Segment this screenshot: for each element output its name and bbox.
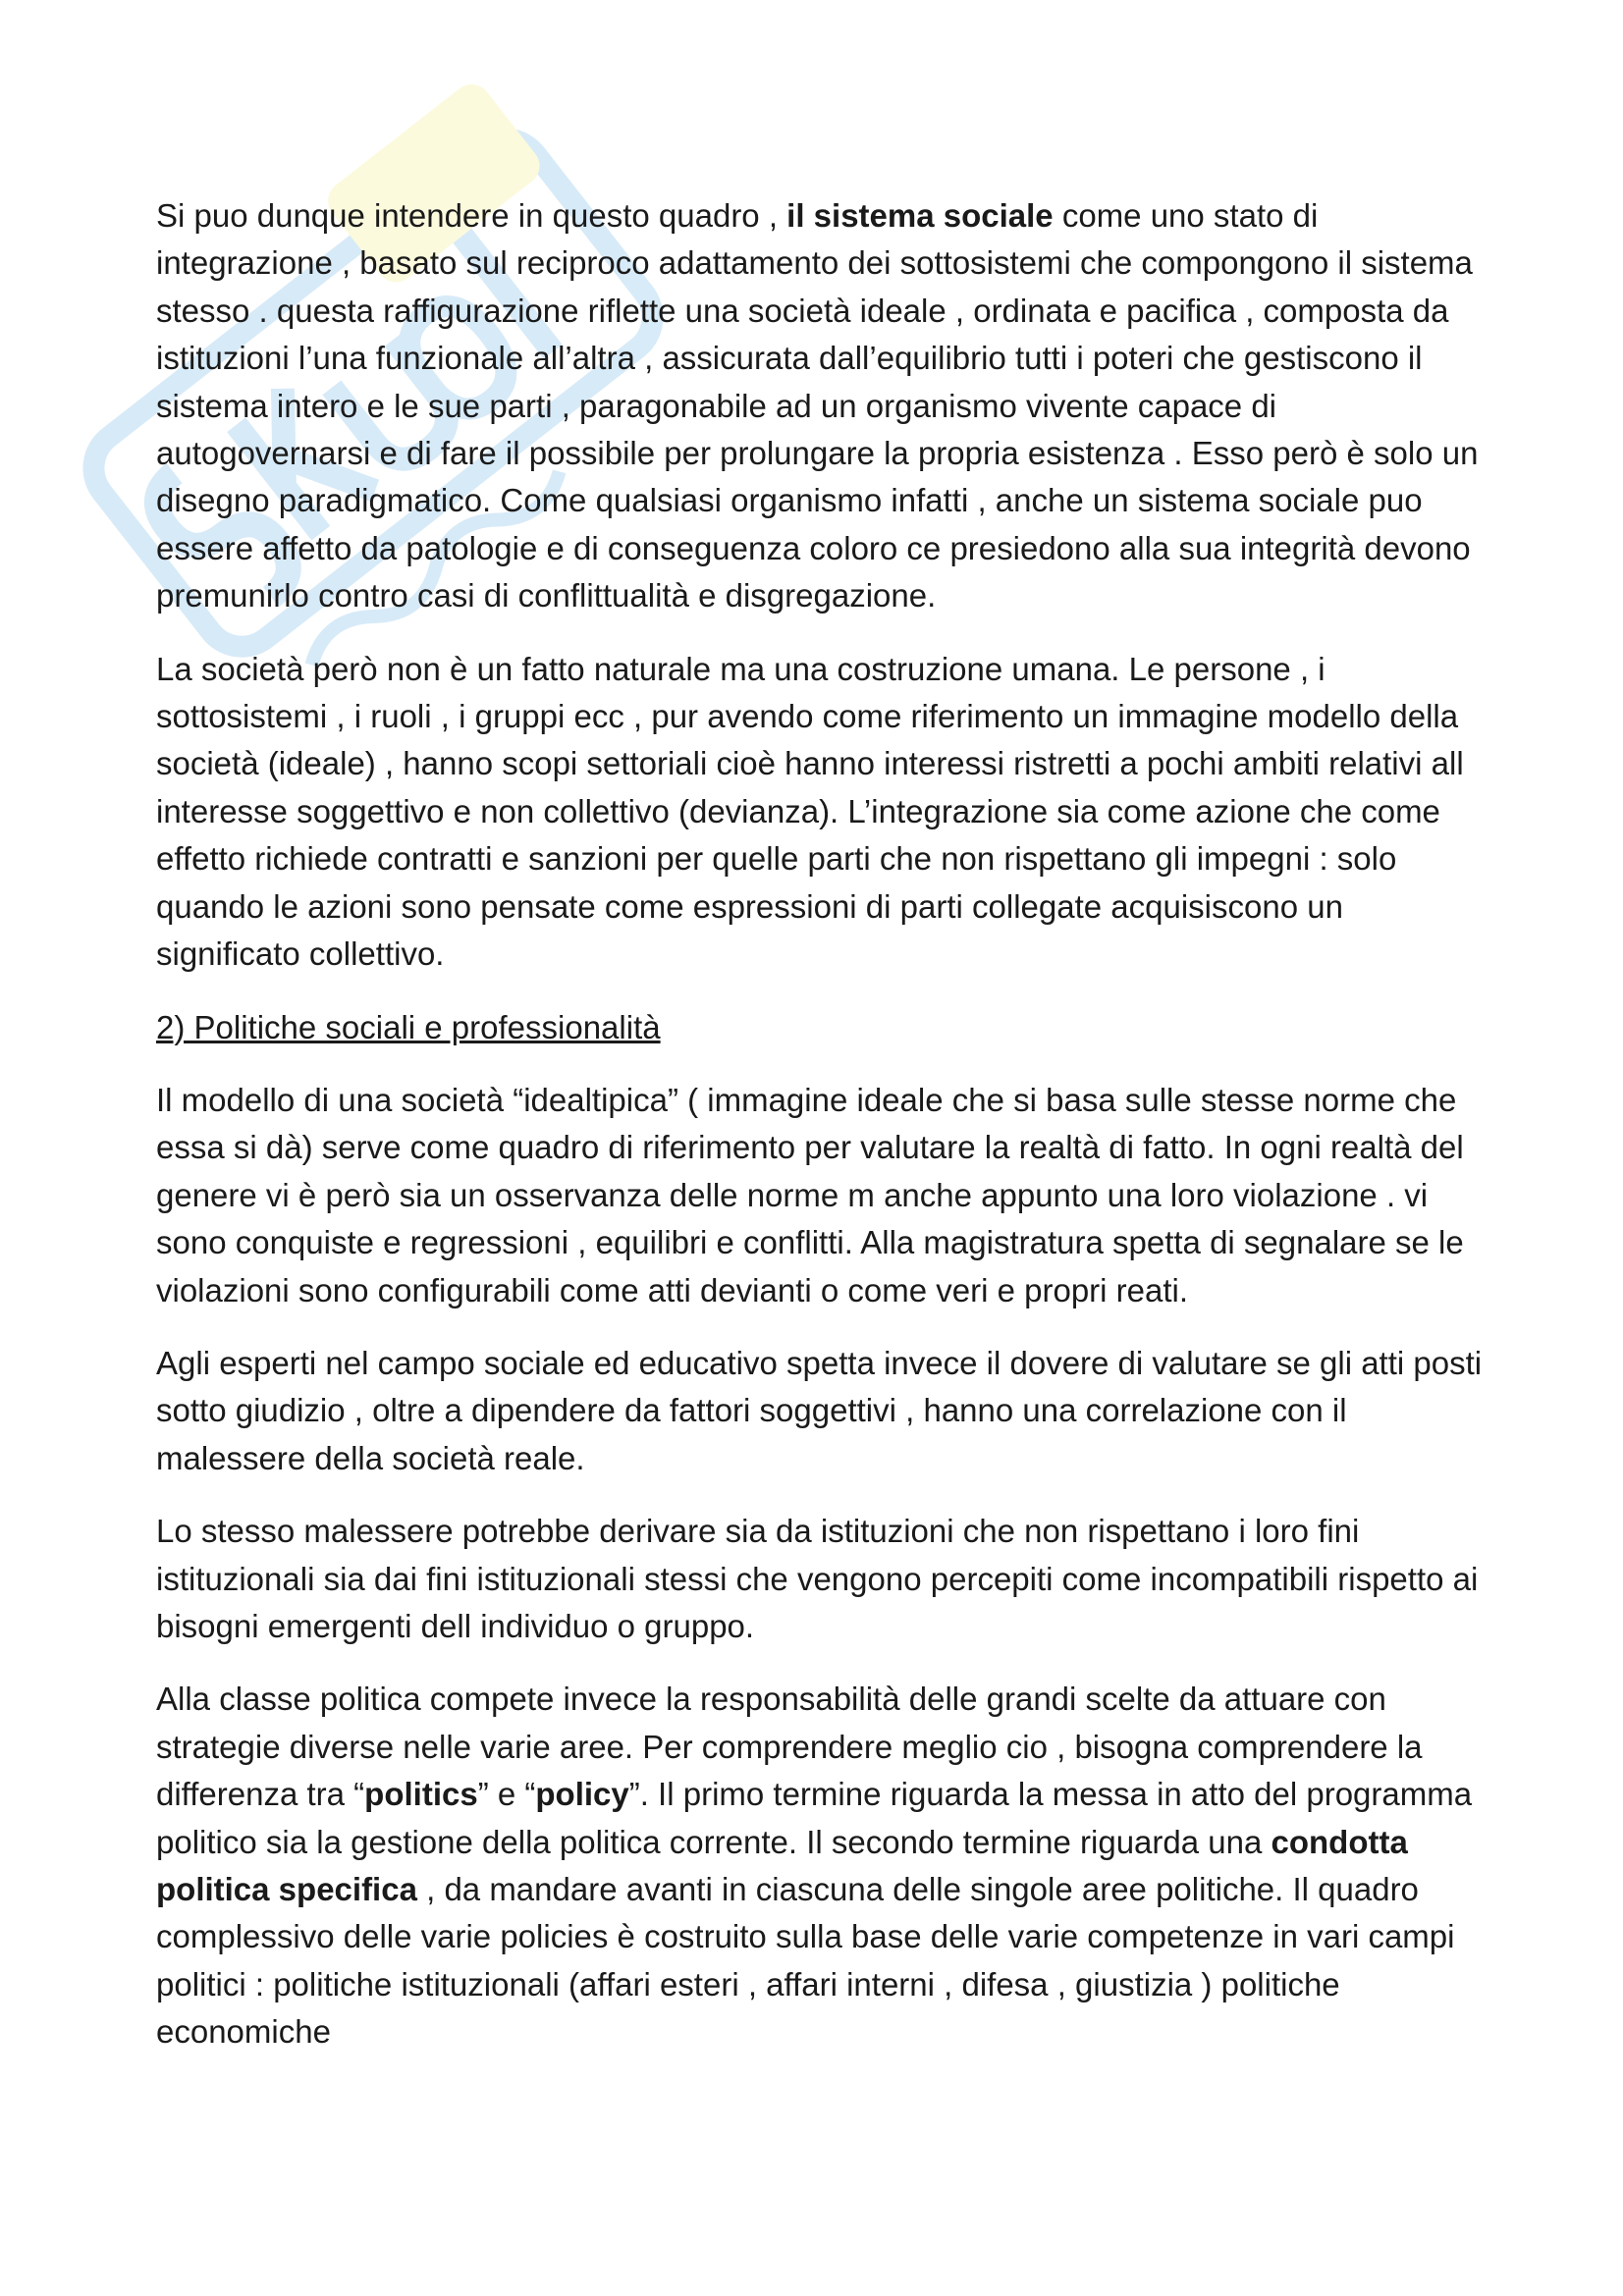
text-run: ”. Il primo termine riguarda la messa in atto del programma politico sia la gestione della politica corrente. Il secondo termine riguarda una	[156, 1776, 1473, 1860]
bold-term: politics	[364, 1776, 478, 1813]
text-run: Lo stesso malessere potrebbe derivare sia da istituzioni che non rispettano i loro fini istituzionali sia dai fini istituzionali stessi che vengono percepiti come incompatibili rispetto ai bisogni emergenti dell individuo o gruppo.	[156, 1513, 1479, 1644]
text-run: Agli esperti nel campo sociale ed educativo spetta invece il dovere di valutare se gli atti posti sotto giudizio , oltre a dipendere da fattori soggettivi , hanno una correlazione con il malessere della società reale.	[156, 1344, 1483, 1476]
document-body	[156, 192, 1491, 2082]
text-run: Si puo dunque intendere in questo quadro ,	[156, 197, 787, 234]
paragraph-esperti	[156, 1340, 1491, 1482]
paragraph-sistema-sociale	[156, 192, 1491, 620]
text-run: , da mandare avanti in ciascuna delle singole aree politiche. Il quadro complessivo delle varie policies è costruito sulla base delle varie competenze in vari campi politici : politiche istituzionali (affari esteri , affari interni , difesa , giustizia ) politiche economiche	[156, 1871, 1455, 2051]
paragraph-societa-costruzione	[156, 646, 1491, 979]
text-run: ” e “	[477, 1776, 536, 1813]
paragraph-idealtipica	[156, 1077, 1491, 1314]
text-run: La società però non è un fatto naturale ma una costruzione umana. Le persone , i sottosistemi , i ruoli , i gruppi ecc , pur avendo come riferimento un immagine modello della società (ideale) , hanno scopi settoriali cioè hanno interessi ristretti a pochi ambiti relativi all interesse soggettivo e non collettivo (devianza). L’integrazione sia come azione che come effetto richiede contratti e sanzioni per quelle parti che non rispettano gli impegni : solo quando le azioni sono pensate come espressioni di parti collegate acquisiscono un significato collettivo.	[156, 650, 1464, 973]
section-heading: 2) Politiche sociali e professionalità	[156, 1008, 661, 1045]
bold-term: il sistema sociale	[786, 197, 1054, 234]
text-run: come uno stato di integrazione , basato sul reciproco adattamento dei sottosistemi che compongono il sistema stesso . questa raffigurazione riflette una società ideale , ordinata e pacifica , composta da istituzioni l’una funzionale all’altra , assicurata dall’equilibrio tutti i poteri che gestiscono il sistema intero e le sue parti , paragonabile ad un organismo vivente capace di autogovernarsi e di fare il possibile per prolungare la propria esistenza . Esso però è solo un disegno paradigmatico. Come qualsiasi organismo infatti , anche un sistema sociale puo essere affetto da patologie e di conseguenza coloro ce presiedono alla sua integrità devono premunirlo contro casi di conflittualità e disgregazione.	[156, 197, 1479, 614]
text-run: Il modello di una società “idealtipica” ( immagine ideale che si basa sulle stesse norme che essa si dà) serve come quadro di riferimento per valutare la realtà di fatto. In ogni realtà del genere vi è però sia un osservanza delle norme m anche appunto una loro violazione . vi sono conquiste e regressioni , equilibri e conflitti. Alla magistratura spetta di segnalare se le violazioni sono configurabili come atti devianti o come veri e propri reati.	[156, 1081, 1464, 1308]
text-run: Alla classe politica compete invece la responsabilità delle grandi scelte da attuare con strategie diverse nelle varie aree. Per comprendere meglio cio , bisogna comprendere la differenza tra “	[156, 1681, 1423, 1813]
paragraph-malessere	[156, 1508, 1491, 1650]
bold-term: policy	[535, 1776, 629, 1813]
bold-term: condotta politica specifica	[156, 1823, 1408, 1907]
paragraph-classe-politica	[156, 1676, 1491, 2056]
